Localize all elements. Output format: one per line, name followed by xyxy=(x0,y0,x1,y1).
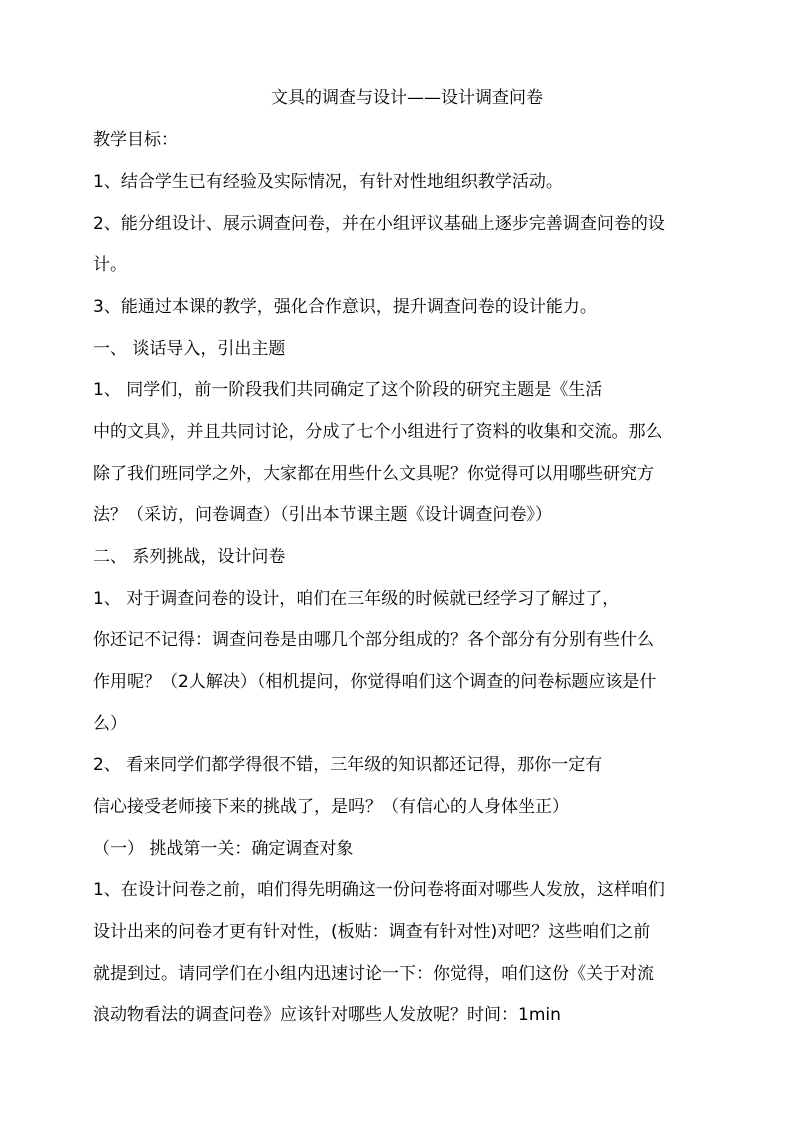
text-line: 中的文具》，并且共同讨论，分成了七个小组进行了资料的收集和交流。那么 xyxy=(93,422,663,442)
text-line: 你还记不记得：调查问卷是由哪几个部分组成的？各个部分有分别有些什么 xyxy=(93,630,654,650)
section-heading: 一、 谈话导入，引出主题 xyxy=(93,339,286,359)
text-line: 1、结合学生已有经验及实际情况，有针对性地组织教学活动。 xyxy=(93,172,563,192)
text-line: 信心接受老师接下来的挑战了，是吗？（有信心的人身体坐正） xyxy=(93,797,569,817)
text-line: 1、 同学们，前一阶段我们共同确定了这个阶段的研究主题是《生活 xyxy=(93,380,603,400)
text-line: 么） xyxy=(93,714,127,734)
text-line: 法？（采访，问卷调查）（引出本节课主题《设计调查问卷》） xyxy=(93,505,552,525)
text-line: 教学目标： xyxy=(93,130,178,150)
text-line: 2、能分组设计、展示调查问卷，并在小组评议基础上逐步完善调查问卷的设 xyxy=(93,214,665,234)
text-line: 作用呢？（2人解决）（相机提问，你觉得咱们这个调查的问卷标题应该是什 xyxy=(93,672,657,692)
text-line: 2、 看来同学们都学得很不错，三年级的知识都还记得，那你一定有 xyxy=(93,755,603,775)
text-line: 就提到过。请同学们在小组内迅速讨论一下：你觉得，咱们这份《关于对流 xyxy=(93,964,654,984)
text-line: 1、在设计问卷之前，咱们得先明确这一份问卷将面对哪些人发放，这样咱们 xyxy=(93,880,665,900)
text-line: 计。 xyxy=(93,255,127,275)
text-line: 除了我们班同学之外，大家都在用些什么文具呢？你觉得可以用哪些研究方 xyxy=(93,464,654,484)
text-line: 3、能通过本课的教学，强化合作意识，提升调查问卷的设计能力。 xyxy=(93,297,597,317)
text-line: 设计出来的问卷才更有针对性，(板贴：调查有针对性)对吧？这些咱们之前 xyxy=(93,922,651,942)
subsection-heading: （一） 挑战第一关：确定调查对象 xyxy=(93,839,354,859)
document-title: 文具的调查与设计——设计调查问卷 xyxy=(271,88,543,108)
text-line: 1、 对于调查问卷的设计，咱们在三年级的时候就已经学习了解过了， xyxy=(93,589,620,609)
section-heading: 二、 系列挑战，设计问卷 xyxy=(93,547,286,567)
text-line: 浪动物看法的调查问卷》应该针对哪些人发放呢？时间：1min xyxy=(93,1005,561,1025)
